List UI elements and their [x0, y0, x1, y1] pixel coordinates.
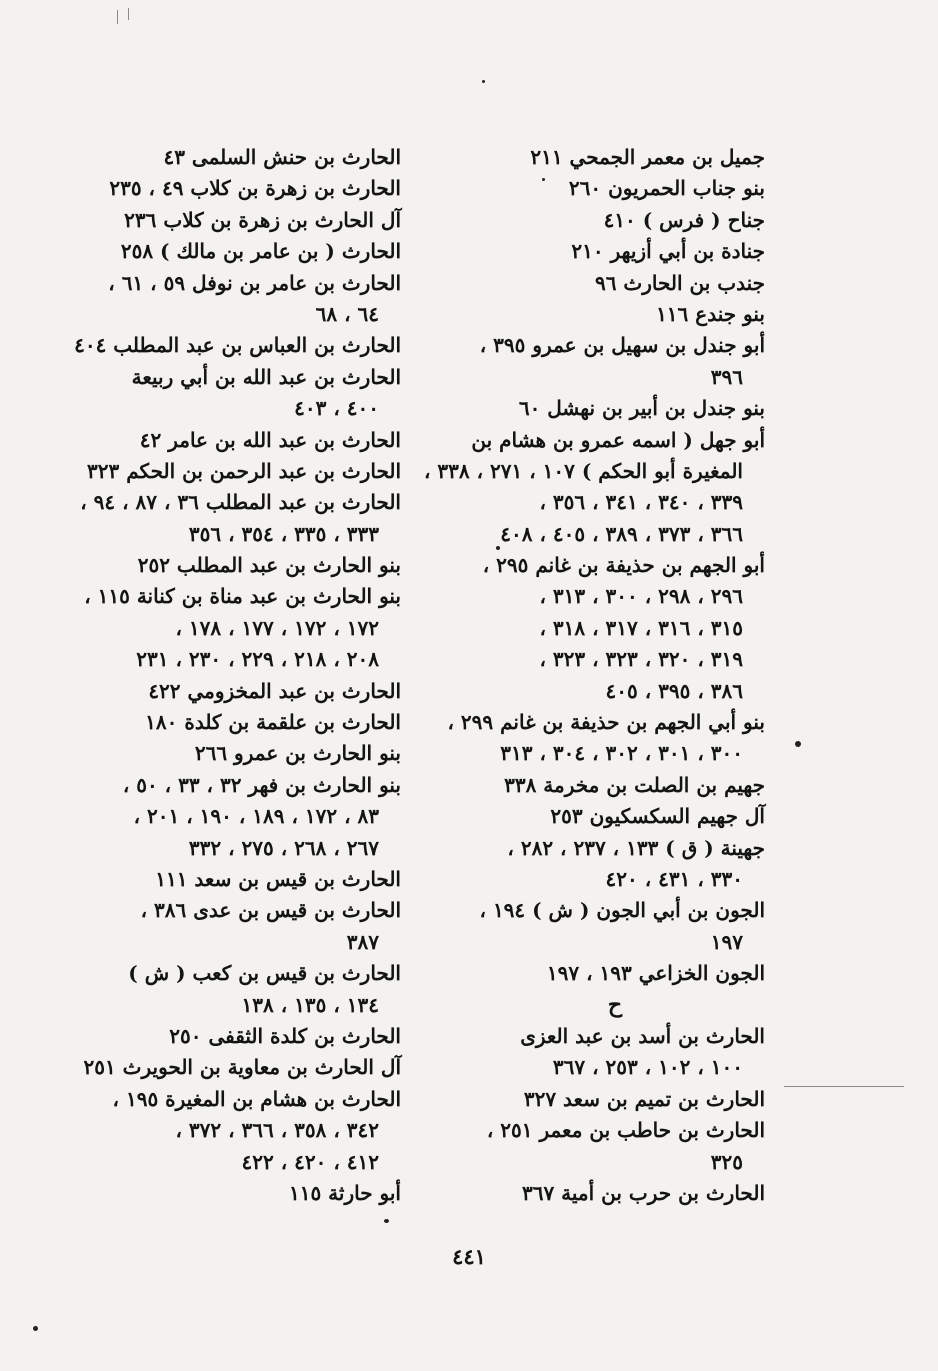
- index-entry-continuation: ١٧٢ ، ١٧٢ ، ١٧٧ ، ١٧٨ ،: [175, 615, 379, 640]
- index-entry: آل الحارث بن معاوية بن الحويرث ٢٥١: [83, 1055, 401, 1080]
- index-entry-continuation: ٤١٢ ، ٤٢٠ ، ٤٢٢: [241, 1149, 379, 1174]
- index-entry-continuation: ٣١٩ ، ٣٢٠ ، ٣٢٣ ، ٣٢٣ ،: [539, 647, 743, 672]
- index-entry: الحارث بن قيس بن كعب ( ش ): [128, 961, 401, 986]
- index-entry: الحارث بن تميم بن سعد ٣٢٧: [523, 1086, 765, 1111]
- index-entry: أبو جهل ( اسمه عمرو بن هشام بن: [471, 427, 765, 452]
- index-entry-continuation: ٢٦٧ ، ٢٦٨ ، ٢٧٥ ، ٣٣٢: [188, 835, 379, 860]
- index-entry: بنو جندع ١١٦: [656, 301, 765, 326]
- index-entry-continuation: ٣٨٧: [346, 929, 379, 954]
- index-entry: بنو الحارث بن عبد المطلب ٢٥٢: [137, 553, 401, 578]
- index-entry: الحارث بن عامر بن نوفل ٥٩ ، ٦١ ،: [108, 270, 401, 295]
- index-entry-continuation: ٤٠٠ ، ٤٠٣: [294, 396, 379, 421]
- scan-speck: [33, 1326, 38, 1331]
- index-entry: جندب بن الحارث ٩٦: [594, 270, 765, 295]
- scan-speck: [795, 741, 801, 747]
- index-entry-continuation: المغيرة أبو الحكم ) ١٠٧ ، ٢٧١ ، ٣٣٨ ،: [423, 458, 743, 483]
- index-entry: بنو أبي الجهم بن حذيفة بن غانم ٢٩٩ ،: [447, 710, 765, 735]
- index-entry: جهينة ( ق ) ١٣٣ ، ٢٣٧ ، ٢٨٢ ،: [507, 835, 765, 860]
- index-entry-continuation: ٣٣٩ ، ٣٤٠ ، ٣٤١ ، ٣٥٦ ،: [539, 490, 743, 515]
- index-entry-continuation: ٢٩٦ ، ٢٩٨ ، ٣٠٠ ، ٣١٣ ،: [539, 584, 743, 609]
- index-entry-continuation: ٢٠٨ ، ٢١٨ ، ٢٢٩ ، ٢٣٠ ، ٢٣١: [136, 647, 379, 672]
- index-entry-continuation: ٣٣٣ ، ٣٣٥ ، ٣٥٤ ، ٣٥٦: [188, 521, 379, 546]
- index-entry: الحارث بن عبد الرحمن بن الحكم ٣٢٣: [87, 458, 401, 483]
- scan-mark: [128, 8, 129, 20]
- index-entry: الحارث بن عبد المخزومي ٤٢٢: [148, 678, 401, 703]
- scan-speck: [384, 1219, 389, 1223]
- index-entry: آل جهيم السكسكيون ٢٥٣: [550, 804, 765, 829]
- index-entry: جناح ( فرس ) ٤١٠: [603, 207, 765, 232]
- index-entry: الحارث بن حاطب بن معمر ٢٥١ ،: [486, 1118, 765, 1143]
- scan-speck: [496, 546, 500, 550]
- index-entry: الحارث بن عبد الله بن عامر ٤٢: [139, 427, 401, 452]
- index-entry: أبو حارثة ١١٥: [288, 1180, 401, 1205]
- index-entry-continuation: ٣٣٠ ، ٤٣١ ، ٤٢٠: [605, 866, 743, 891]
- index-entry: الحارث بن كلدة الثقفى ٢٥٠: [169, 1023, 401, 1048]
- index-entry: الحارث بن حرب بن أمية ٣٦٧: [521, 1180, 765, 1205]
- index-entry-continuation: ١٣٤ ، ١٣٥ ، ١٣٨: [241, 992, 379, 1017]
- index-entry: بنو جندل بن أبير بن نهشل ٦٠: [518, 396, 765, 421]
- index-entry: بنو الحارث بن عبد مناة بن كنانة ١١٥ ،: [84, 584, 401, 609]
- index-entry: جميل بن معمر الجمحي ٢١١: [530, 145, 765, 169]
- scan-speck: [482, 80, 485, 83]
- index-entry: الحارث بن عبد المطلب ٣٦ ، ٨٧ ، ٩٤ ،: [80, 490, 401, 515]
- index-entry-continuation: ٣٩٦: [710, 364, 743, 389]
- index-entry: بنو الحارث بن فهر ٣٢ ، ٣٣ ، ٥٠ ،: [122, 772, 401, 797]
- index-entry-continuation: ١٩٧: [710, 929, 743, 954]
- index-entry: بنو الحارث بن عمرو ٢٦٦: [194, 741, 401, 766]
- index-entry: الجون بن أبي الجون ( ش ) ١٩٤ ،: [479, 898, 765, 923]
- index-entry: أبو الجهم بن حذيفة بن غانم ٢٩٥ ،: [482, 553, 765, 578]
- index-entry-continuation: ٣٢٥: [710, 1149, 743, 1174]
- index-entry: الحارث بن العباس بن عبد المطلب ٤٠٤: [74, 333, 401, 358]
- index-entry: أبو جندل بن سهيل بن عمرو ٣٩٥ ،: [479, 333, 765, 358]
- index-entry-continuation: ١٠٠ ، ١٠٢ ، ٢٥٣ ، ٣٦٧: [552, 1055, 743, 1080]
- scan-mark: [117, 10, 118, 24]
- index-entry-continuation: ٣٦٦ ، ٣٧٣ ، ٣٨٩ ، ٤٠٥ ، ٤٠٨: [500, 521, 743, 546]
- index-entry-continuation: ٣٠٠ ، ٣٠١ ، ٣٠٢ ، ٣٠٤ ، ٣١٣: [500, 741, 743, 766]
- index-entry: الحارث ( بن عامر بن مالك ) ٢٥٨: [120, 239, 401, 264]
- index-entry-continuation: ٦٤ ، ٦٨: [315, 301, 379, 326]
- scan-mark: [784, 1086, 904, 1087]
- left-column: [74, 142, 401, 1209]
- index-entry: آل الحارث بن زهرة بن كلاب ٢٣٦: [124, 207, 401, 232]
- index-entry: جنادة بن أبي أزيهر ٢١٠: [571, 239, 765, 264]
- index-entry: الحارث بن حنش السلمى ٤٣: [163, 145, 401, 169]
- index-entry: الجون الخزاعي ١٩٣ ، ١٩٧: [546, 961, 765, 986]
- index-entry-continuation: ٣١٥ ، ٣١٦ ، ٣١٧ ، ٣١٨ ،: [539, 615, 743, 640]
- index-entry: الحارث بن زهرة بن كلاب ٤٩ ، ٢٣٥: [109, 176, 401, 201]
- index-entry-continuation: ٣٨٦ ، ٣٩٥ ، ٤٠٥: [605, 678, 743, 703]
- scan-speck: [542, 178, 545, 181]
- section-letter: ح: [607, 991, 623, 1018]
- index-entry: الحارث بن عبد الله بن أبي ربيعة: [131, 364, 401, 389]
- right-column: [423, 142, 765, 1209]
- index-entry: الحارث بن علقمة بن كلدة ١٨٠: [145, 710, 401, 735]
- index-entry: الحارث بن قيس بن عدى ٣٨٦ ،: [140, 898, 401, 923]
- index-entry-continuation: ٣٤٢ ، ٣٥٨ ، ٣٦٦ ، ٣٧٢ ،: [175, 1118, 379, 1143]
- index-entry: الحارث بن قيس بن سعد ١١١: [155, 866, 401, 891]
- index-entry: الحارث بن هشام بن المغيرة ١٩٥ ،: [112, 1086, 401, 1111]
- index-entry-continuation: ٨٣ ، ١٧٢ ، ١٨٩ ، ١٩٠ ، ٢٠١ ،: [133, 804, 379, 829]
- page-number: ٤٤١: [452, 1244, 486, 1269]
- index-entry: جهيم بن الصلت بن مخرمة ٣٣٨: [504, 772, 765, 797]
- index-entry: الحارث بن أسد بن عبد العزى: [520, 1023, 765, 1048]
- index-entry: بنو جناب الحمريون ٢٦٠: [568, 176, 765, 201]
